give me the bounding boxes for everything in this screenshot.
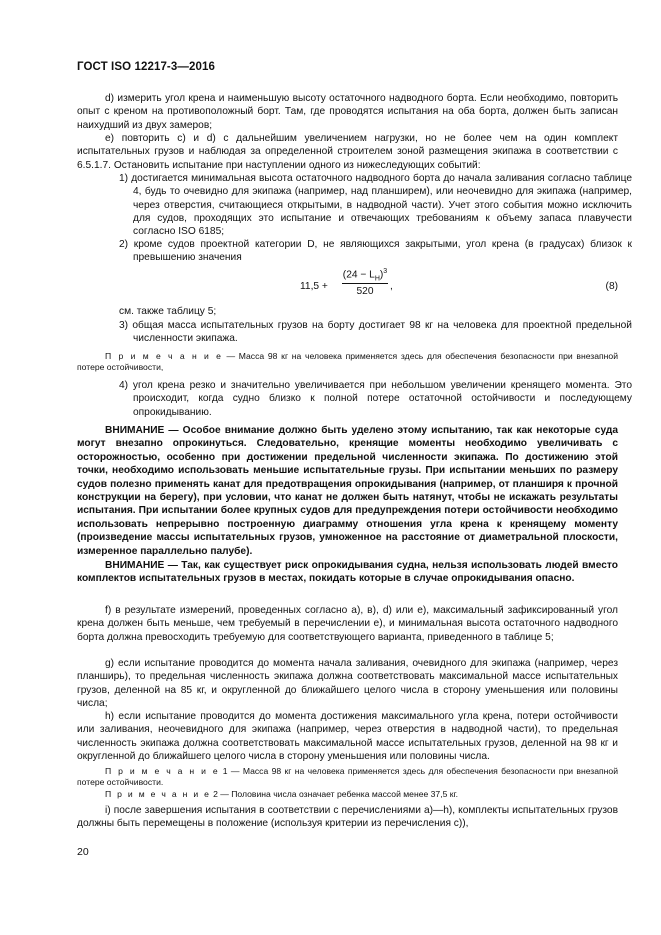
paragraph-d: d) измерить угол крена и наименьшую высоту остаточного надводного борта. Если необходимо, повторить опыт с креном на противоположный борт. Там, где проводятся испытания на оба борта, должен быть записан наихудший из двух замеров; — [77, 93, 618, 131]
paragraph-f: f) в результате измерений, проведенных согласно a), в), d) или e), максимальный зафиксированный угол крена должен быть меньше, чем требуемый в перечислении e), и минимальная высота остаточного надводного борта должна превосходить требуемую для соответствующего варианта, приведенного в таблице 5; — [77, 605, 618, 643]
list-item-1: 1) достигается минимальная высота остаточного надводного борта до начала заливания согласно таблице 4, будь то очевидно для экипажа (например, над планширем), или неочевидно для экипажа (например, через отверстия, считающиеся открытыми, в надводной части). Учет этого события можно исключить для судов, проходящих это испытание и отвечающих требованиям к объему запаса плавучести согласно ISO 6185; — [119, 173, 632, 238]
formula-fraction — [342, 268, 388, 297]
formula-number: (8) — [605, 281, 618, 292]
warning-2: ВНИМАНИЕ — Так, как существует риск опрокидывания судна, нельзя использовать людей вместо комплектов испытательных грузов в местах, покидать которые в случае опрокидывания опасно. — [77, 560, 618, 585]
formula-tail: , — [390, 281, 393, 292]
formula-8 — [300, 268, 618, 298]
warning-1: ВНИМАНИЕ — Особое внимание должно быть уделено этому испытанию, так как некоторые суда могут внезапно опрокинуться. Следовательно, кренящие моменты необходимо увеличивать с осторожностью, особенно при достижении предельной численности экипажа. По достижению этой точки, необходимо использовать меньшие испытательные грузы. При испытании меньших по размеру судов полезно применять канат для предотвращения опрокидывания (например, от планширя к прочной конструкции на берегу), при условии, что канат не должен быть натянут, чтобы не искажать результаты испытания. При испытании более крупных судов для предупреждения потери остойчивости необходимо использовать непрерывно построенную диаграмму отношения угла крена к кренящему моменту (произведение массы испытательных грузов, умноженное на расстояние от диаметральной плоскости, измеренное параллельно палубе). — [77, 425, 618, 557]
list-item-2: 2) кроме судов проектной категории D, не являющихся закрытыми, угол крена (в градусах) близок к превышению значения — [119, 239, 632, 264]
note-1: П р и м е ч а н и е — Масса 98 кг на человека применяется здесь для обеспечения безопасности при внезапной потере остойчивости, — [77, 351, 618, 373]
page-number: 20 — [77, 846, 89, 858]
paragraph-i: i) после завершения испытания в соответствии с перечислениями a)—h), комплекты испытательных грузов должны быть перемещены в положение (используя критерии из перечисления c)), — [77, 805, 618, 830]
list-item-3: 3) общая масса испытательных грузов на борту достигает 98 кг на человека для проектной предельной численности экипажа. — [119, 320, 632, 345]
note-3: П р и м е ч а н и е 2 — Половина числа означает ребенка массой менее 37,5 кг. — [105, 789, 458, 799]
formula-numerator: $(24 - L_H)^3$ — [342, 268, 388, 283]
list-item-4: 4) угол крена резко и значительно увеличивается при небольшом увеличении кренящего момента. Это происходит, когда судно близко к полной потере остаточной остойчивости и последующему опрокидыванию. — [119, 380, 632, 418]
paragraph-g: g) если испытание проводится до момента начала заливания, очевидного для экипажа (например, через планширь), то предельная численность экипажа должна соответствовать максимальной массе испытательных грузов, деленной на 85 кг, и округленной до ближайшего целого числа в сторону уменьшения или половины числа; — [77, 658, 618, 709]
see-table-text: см. также таблицу 5; — [119, 306, 217, 317]
paragraph-h: h) если испытание проводится до момента достижения максимального угла крена, потери остойчивости или заливания, неочевидного для экипажа (например, через отверстия в надводной части), то предельная численность экипажа должна соответствовать максимальной массе испытательных грузов, деленной на 98 кг и округленной до ближайшего целого числа в сторону уменьшения или половины числа. — [77, 711, 618, 762]
paragraph-e: e) повторить c) и d) с дальнейшим увеличением нагрузки, но не более чем на один комплект испытательных грузов и наблюдая за определенной строителем зоной размещения экипажа в соответствии с 6.5.1.7. Остановить испытание при наступлении одного из нижеследующих событий: — [77, 133, 618, 171]
formula-denominator: 520 — [356, 286, 374, 298]
formula-lead: 11,5 + — [300, 281, 328, 292]
document-header: ГОСТ ISO 12217-3—2016 — [77, 61, 215, 73]
note-2: П р и м е ч а н и е 1 — Масса 98 кг на человека применяется здесь для обеспечения безопасности при внезапной потере остойчивости. — [77, 766, 618, 788]
